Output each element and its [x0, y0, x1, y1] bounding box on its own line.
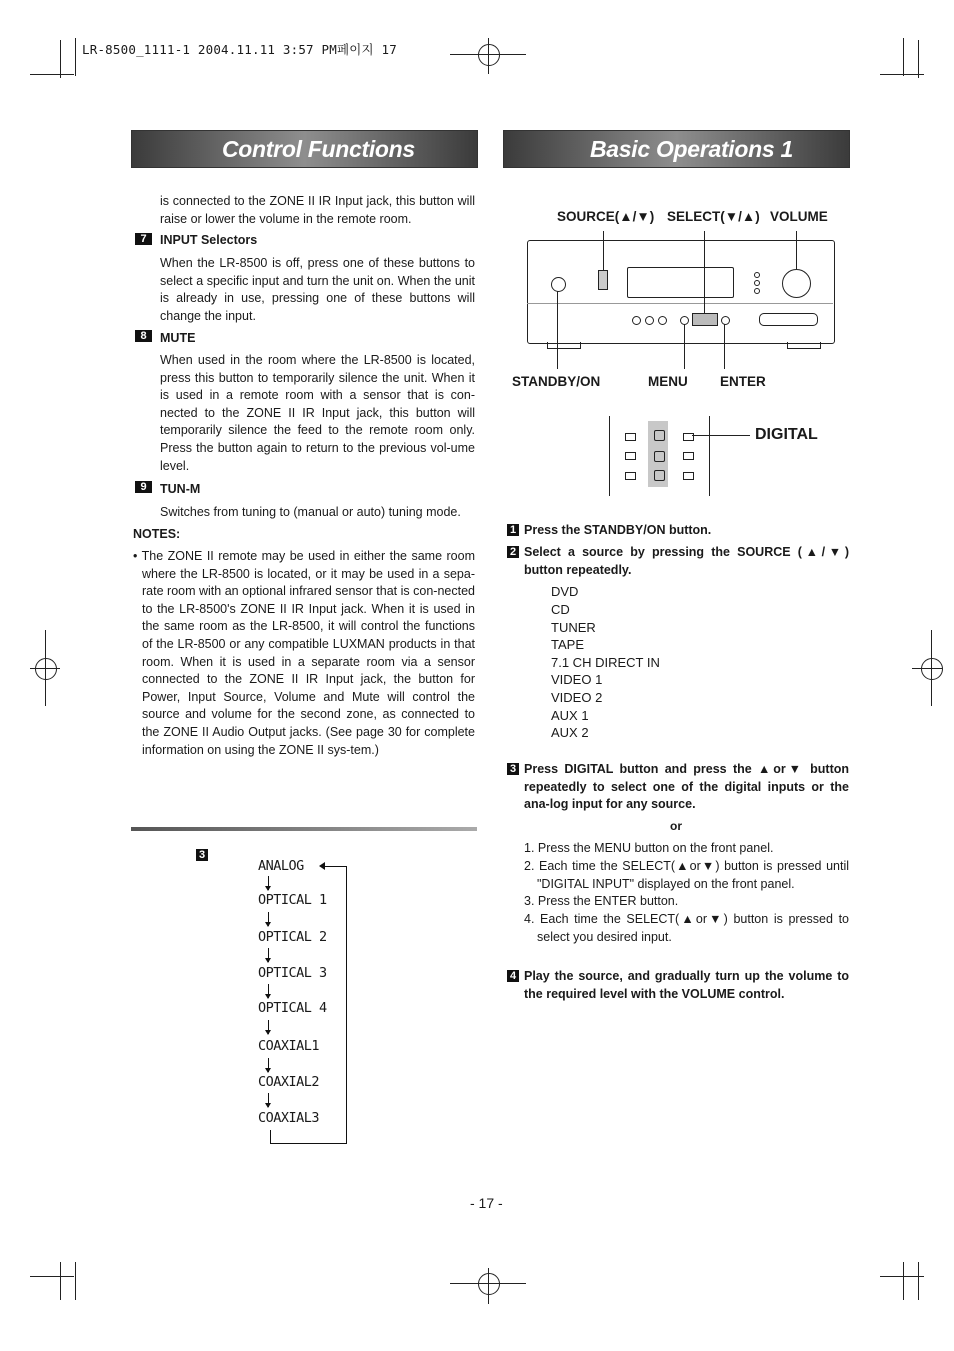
- registration-mark-v: [488, 1268, 489, 1304]
- remote-button[interactable]: [654, 430, 665, 441]
- registration-mark: [921, 658, 943, 680]
- crop-mark: [60, 1262, 61, 1300]
- registration-mark-v: [45, 630, 46, 706]
- callout-line: [724, 324, 725, 369]
- callout-line: [603, 231, 604, 271]
- item-number-badge: 8: [135, 330, 152, 342]
- registration-mark: [478, 1273, 500, 1295]
- substep: 1. Press the MENU button on the front panel.: [524, 841, 774, 855]
- registration-mark-v: [931, 630, 932, 706]
- item-heading: TUN-M: [160, 482, 201, 496]
- crop-mark: [903, 1262, 904, 1300]
- banner-title: Basic Operations 1: [590, 136, 793, 162]
- loop-line: [270, 1130, 271, 1144]
- registration-mark-h: [912, 668, 942, 669]
- remote-button[interactable]: [625, 433, 636, 441]
- panel-foot: [547, 342, 581, 349]
- panel-foot: [787, 342, 821, 349]
- down-arrow-icon: [268, 984, 269, 998]
- volume-knob[interactable]: [782, 269, 811, 298]
- enter-button[interactable]: [721, 316, 730, 325]
- notes-text: • The ZONE II remote may be used in either the same room where the LR-8500 is located, or it may be used in a sepa-rate room with an optional infrared sensor that is con-nected to the LR-8500's ZONE II IR Input jack. When it is used in the same room as the LR-8500, it will control the functions of the LR-8500 or any compatible LUXMAN products in that room. When it is used in a separate room via a sensor connected to the ZONE II IR Input jack, the button for Power, Input Source, Volume and Mute will control the source and volume for the second zone, as connected to the ZONE II Audio Output jacks. (See page 30 for complete information on using the ZONE II sys-tem.): [133, 549, 475, 757]
- step-number-badge: 1: [507, 524, 519, 536]
- crop-mark: [918, 1262, 919, 1300]
- crop-mark: [75, 38, 76, 76]
- crop-mark: [30, 1276, 74, 1277]
- chain-item: OPTICAL 2: [258, 929, 327, 945]
- section-banner-control-functions: [131, 130, 478, 168]
- remote-button[interactable]: [625, 472, 636, 480]
- source-buttons[interactable]: [598, 270, 608, 290]
- remote-button[interactable]: [654, 470, 665, 481]
- label-standby: STANDBY/ON: [512, 374, 601, 389]
- step-number-badge: 3: [507, 763, 519, 775]
- front-button[interactable]: [632, 316, 641, 325]
- crop-mark: [903, 38, 904, 76]
- remote-button[interactable]: [654, 451, 665, 462]
- item-text: When the LR-8500 is off, press one of these buttons to select a specific input and turn the unit on. When the unit is already in use, pressing one of these buttons will change the input.: [160, 256, 475, 323]
- step-text: Press DIGITAL button and press the ▲or▼ button repeatedly to select one of the digital inputs or the ana-log input for any source.: [524, 762, 849, 812]
- notes-heading: NOTES:: [133, 527, 181, 541]
- label-digital: DIGITAL: [755, 426, 818, 443]
- source-item: DVD: [551, 584, 579, 599]
- loop-line: [324, 866, 347, 867]
- item-number-badge: 9: [135, 481, 152, 493]
- source-item: 7.1 CH DIRECT IN: [551, 655, 660, 670]
- callout-line: [692, 435, 750, 436]
- down-arrow-icon: [268, 1020, 269, 1034]
- down-arrow-icon: [268, 912, 269, 926]
- print-header: LR-8500_1111-1 2004.11.11 3:57 PM페이지 17: [82, 42, 397, 57]
- front-button[interactable]: [645, 316, 654, 325]
- step-text: Press the STANDBY/ON button.: [524, 523, 712, 537]
- loop-line: [346, 866, 347, 1144]
- source-item: TAPE: [551, 637, 584, 652]
- substep: 4. Each time the SELECT(▲or▼) button is pressed to select you desired input.: [524, 912, 849, 944]
- label-menu: MENU: [648, 374, 688, 389]
- source-item: TUNER: [551, 620, 596, 635]
- chain-item: COAXIAL2: [258, 1074, 320, 1090]
- crop-mark: [75, 1262, 76, 1300]
- indicator-led: [754, 272, 760, 278]
- substep: 3. Press the ENTER button.: [524, 894, 679, 908]
- item-number-badge: 7: [135, 233, 152, 245]
- down-arrow-icon: [268, 1058, 269, 1072]
- callout-line: [557, 291, 558, 369]
- item-text: Switches from tuning to (manual or auto) tuning mode.: [160, 505, 461, 519]
- intro-paragraph: is connected to the ZONE II IR Input jack, this button will raise or lower the volume in the remote room.: [160, 194, 475, 226]
- chain-item: COAXIAL3: [258, 1110, 320, 1126]
- section-banner-basic-operations: [503, 130, 850, 168]
- callout-line: [796, 231, 797, 269]
- label-select: SELECT(▼/▲): [667, 209, 760, 224]
- remote-button[interactable]: [683, 452, 694, 460]
- chain-number-badge: 3: [196, 849, 208, 861]
- remote-button[interactable]: [683, 472, 694, 480]
- down-arrow-icon: [268, 876, 269, 890]
- down-arrow-icon: [268, 1093, 269, 1107]
- remote-button[interactable]: [625, 452, 636, 460]
- step-text: Select a source by pressing the SOURCE (▲/▼) button repeatedly.: [524, 545, 849, 577]
- registration-mark-v: [488, 38, 489, 74]
- source-item: AUX 2: [551, 725, 589, 740]
- label-source: SOURCE(▲/▼): [557, 209, 655, 224]
- chain-item: OPTICAL 4: [258, 1000, 327, 1016]
- source-item: VIDEO 1: [551, 672, 603, 687]
- left-arrow-icon: [319, 862, 325, 870]
- jack-panel: [759, 313, 818, 326]
- source-item: VIDEO 2: [551, 690, 603, 705]
- or-separator: or: [670, 819, 682, 833]
- substep: 2. Each time the SELECT(▲or▼) button is pressed until "DIGITAL INPUT" displayed on the front panel.: [524, 859, 849, 891]
- crop-mark: [918, 40, 919, 78]
- item-text: When used in the room where the LR-8500 is located, press this button to temporarily silence the unit. When it is used in a remote room with a sensor that is con-nected to the ZONE II IR Input jack, this button will temporarily silence the feed to the remote room only. Press the button again to return to the previous vol-ume level.: [160, 353, 475, 473]
- item-heading: INPUT Selectors: [160, 233, 258, 247]
- registration-mark: [35, 658, 57, 680]
- step-number-badge: 4: [507, 970, 519, 982]
- source-item: AUX 1: [551, 708, 589, 723]
- banner-title: Control Functions: [222, 136, 415, 162]
- indicator-led: [754, 288, 760, 294]
- label-enter: ENTER: [720, 374, 766, 389]
- label-volume: VOLUME: [770, 209, 828, 224]
- standby-button[interactable]: [551, 277, 566, 292]
- chain-item: COAXIAL1: [258, 1038, 320, 1054]
- section-divider: [131, 827, 477, 831]
- chain-item: ANALOG: [258, 858, 304, 874]
- source-item: CD: [551, 602, 570, 617]
- panel-divider: [527, 303, 833, 304]
- front-button[interactable]: [658, 316, 667, 325]
- down-arrow-icon: [268, 948, 269, 962]
- crop-mark: [60, 40, 61, 78]
- display-window: [627, 267, 734, 298]
- callout-line: [684, 324, 685, 369]
- select-buttons[interactable]: [692, 313, 718, 326]
- crop-mark: [30, 74, 74, 75]
- item-heading: MUTE: [160, 331, 196, 345]
- chain-item: OPTICAL 3: [258, 965, 327, 981]
- indicator-led: [754, 280, 760, 286]
- loop-line: [270, 1143, 347, 1144]
- callout-line: [704, 231, 705, 314]
- step-text: Play the source, and gradually turn up the volume to the required level with the VOLUME control.: [524, 969, 849, 1001]
- registration-mark: [478, 44, 500, 66]
- page-number: - 17 -: [470, 1195, 503, 1211]
- chain-item: OPTICAL 1: [258, 892, 327, 908]
- step-number-badge: 2: [507, 546, 519, 558]
